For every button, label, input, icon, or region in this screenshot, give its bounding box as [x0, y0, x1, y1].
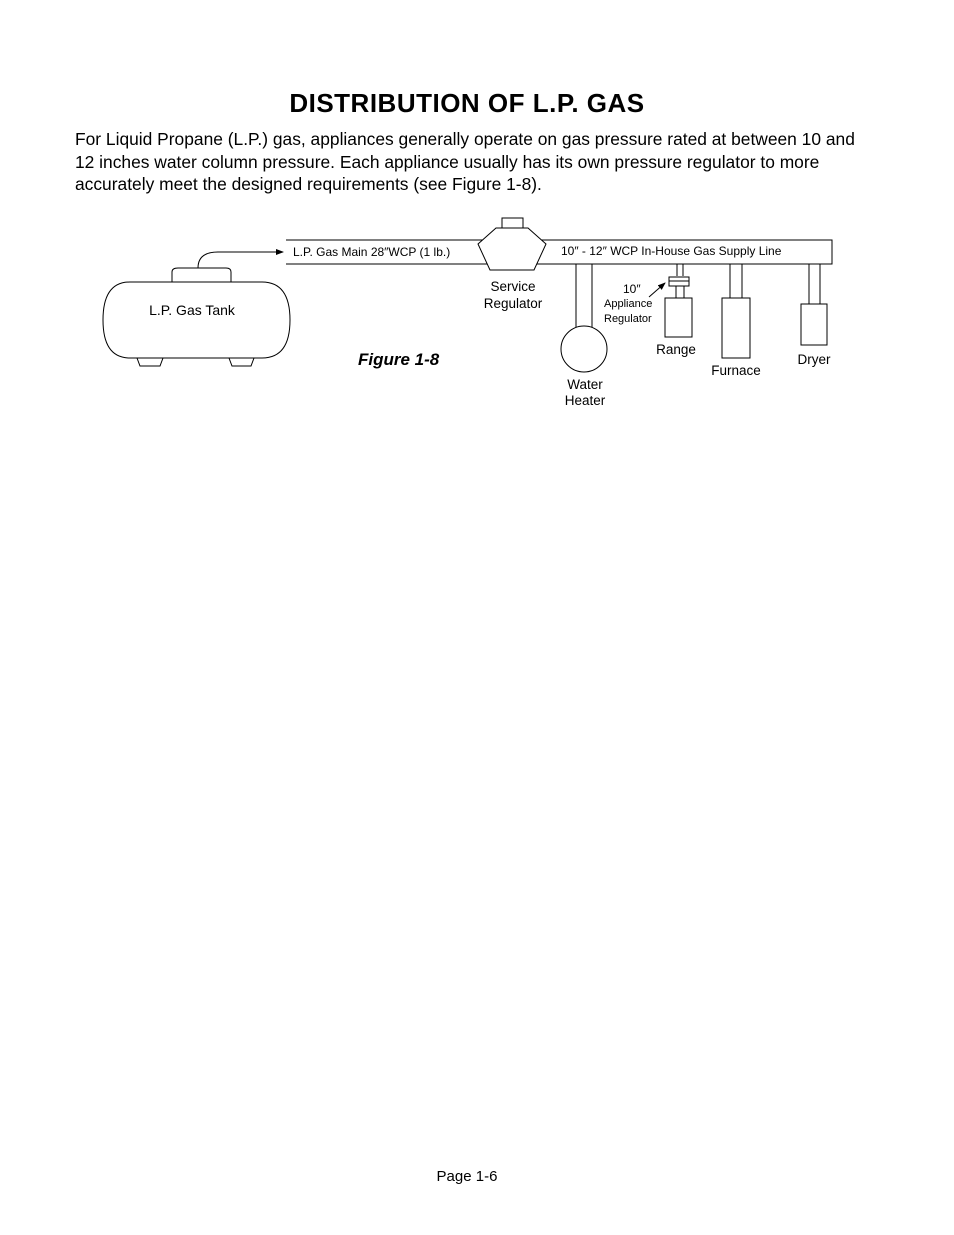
service-regulator-label-2: Regulator	[483, 296, 543, 311]
water-heater-symbol	[561, 264, 607, 372]
tank-outlet-pipe	[198, 252, 283, 268]
supply-line-label: 10″ - 12″ WCP In-House Gas Supply Line	[561, 244, 782, 258]
range-label: Range	[656, 342, 696, 357]
gas-main-label: L.P. Gas Main 28″WCP (1 lb.)	[293, 245, 451, 259]
furnace-label: Furnace	[711, 363, 761, 378]
dryer-label: Dryer	[797, 352, 831, 367]
water-heater-label-1: Water	[567, 377, 603, 392]
water-heater-label-2: Heater	[564, 393, 606, 408]
figure-caption: Figure 1-8	[358, 350, 440, 369]
service-regulator	[478, 218, 546, 270]
service-regulator-label-1: Service	[490, 279, 536, 294]
page-title: DISTRIBUTION OF L.P. GAS	[289, 88, 645, 118]
page-number: Page 1-6	[436, 1168, 498, 1185]
appliance-regulator-label-1: Appliance	[604, 298, 653, 310]
intro-paragraph: For Liquid Propane (L.P.) gas, appliances generally operate on gas pressure rated at between 10 and 12 inches water column pressure. Each appliance usually has its own pressure regulator to more accurately meet the designed requirements (see Figure 1-8).	[75, 129, 855, 194]
lp-gas-distribution-diagram	[0, 0, 954, 420]
dryer-symbol	[801, 264, 827, 345]
range-symbol	[665, 264, 692, 337]
appliance-regulator-pressure: 10″	[623, 282, 641, 296]
appliance-regulator-label-2: Regulator	[604, 313, 652, 325]
tank-label: L.P. Gas Tank	[149, 302, 235, 318]
appliance-regulator-arrow	[649, 283, 665, 297]
furnace-symbol	[722, 264, 750, 358]
